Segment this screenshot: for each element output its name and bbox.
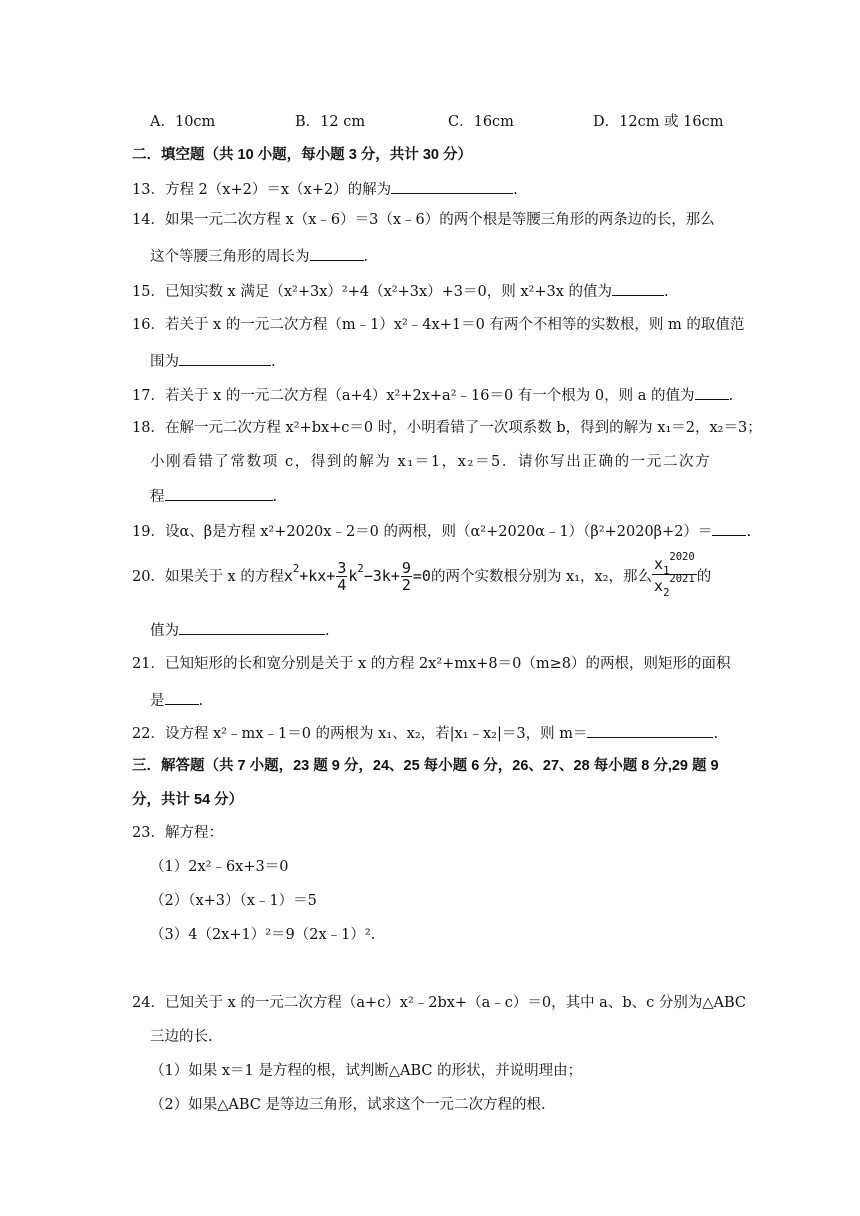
section2-title: 二．填空题（共 10 小题，每小题 3 分，共计 30 分） bbox=[132, 147, 472, 163]
q20-term: +kx+ bbox=[299, 567, 336, 585]
question-23-part1: （1）2x²﹣6x+3＝0 bbox=[150, 859, 289, 875]
question-14-line2 bbox=[150, 245, 368, 267]
question-19 bbox=[132, 520, 751, 542]
q13-end: . bbox=[513, 182, 518, 198]
q20-suffix: 的 bbox=[696, 569, 712, 585]
q20-frac2-num: 9 bbox=[401, 559, 411, 577]
q20-fraction-9-2 bbox=[401, 560, 412, 593]
q18-end: . bbox=[272, 489, 278, 505]
section3-title-line2: 分，共计 54 分） bbox=[132, 792, 244, 808]
q16-end: . bbox=[271, 354, 276, 370]
q20-top-sub: 1 bbox=[663, 564, 670, 577]
choice-a: A．10cm bbox=[150, 114, 216, 130]
question-16-line2 bbox=[150, 350, 276, 372]
answer-blank bbox=[179, 619, 325, 635]
answer-blank bbox=[587, 722, 713, 738]
q21-end: . bbox=[198, 693, 204, 709]
q17-end: . bbox=[728, 388, 734, 404]
q15-text: 15．已知实数 x 满足（x²+3x）²+4（x²+3x）+3＝0，则 x²+3x 的值为 bbox=[132, 284, 612, 300]
answer-blank bbox=[612, 280, 664, 296]
q20-power-fraction bbox=[652, 550, 697, 599]
q18-text: 程 bbox=[150, 489, 165, 505]
choice-b: B．12 cm bbox=[295, 114, 366, 130]
answer-blank bbox=[695, 384, 729, 400]
answer-blank bbox=[179, 350, 271, 366]
q14-text: 这个等腰三角形的周长为 bbox=[150, 249, 310, 265]
question-18-line1: 18．在解一元二次方程 x²+bx+c＝0 时，小明看错了一次项系数 b，得到的解为 x₁＝2，x₂＝3； bbox=[132, 420, 762, 436]
q20-denominator bbox=[652, 572, 697, 599]
q20-frac-num: 3 bbox=[337, 559, 347, 577]
q20-var-k: k bbox=[348, 567, 358, 585]
q20-exp-2b: 2 bbox=[357, 563, 364, 575]
q16-text: 围为 bbox=[150, 354, 179, 370]
q20-mid: 的两个实数根分别为 x₁，x₂，那么 bbox=[430, 569, 653, 585]
question-18-line2: 小刚看错了常数项 c，得到的解为 x₁＝1，x₂＝5．请你写出正确的一元二次方 bbox=[150, 454, 712, 470]
question-23-part2: （2）（x+3）（x﹣1）＝5 bbox=[150, 893, 317, 909]
q20-frac2-den: 2 bbox=[401, 576, 411, 594]
q20-bot-sub: 2 bbox=[663, 586, 670, 599]
q20-end: . bbox=[325, 623, 330, 639]
q20-prefix: 20．如果关于 x 的方程 bbox=[132, 569, 284, 585]
answer-blank bbox=[310, 245, 364, 261]
q20-top-exp: 2020 bbox=[669, 550, 695, 563]
question-24-line2: 三边的长. bbox=[150, 1029, 213, 1045]
choice-c: C．16cm bbox=[448, 114, 514, 130]
question-14-line1: 14．如果一元二次方程 x（x﹣6）＝3（x﹣6）的两个根是等腰三角形的两条边的长，那么 bbox=[132, 212, 715, 228]
q20-equation bbox=[283, 559, 431, 594]
q14-end: . bbox=[363, 249, 369, 265]
question-21-line2 bbox=[150, 689, 203, 711]
q21-text: 是 bbox=[150, 693, 165, 709]
question-24-line1: 24．已知关于 x 的一元二次方程（a+c）x²﹣2bx+（a﹣c）＝0，其中 a、b、c 分别为△ABC bbox=[132, 995, 746, 1011]
q13-text: 13．方程 2（x+2）＝x（x+2）的解为 bbox=[132, 182, 392, 198]
q20-fraction-3-4 bbox=[336, 560, 347, 593]
q17-text: 17．若关于 x 的一元二次方程（a+4）x²+2x+a²﹣16＝0 有一个根为 0，则 a 的值为 bbox=[132, 388, 695, 404]
q20-frac-den: 4 bbox=[337, 576, 347, 594]
q19-text: 19．设α、β是方程 x²+2020x﹣2＝0 的两根，则（α²+2020α﹣1）（β²+2020β+2）＝ bbox=[132, 524, 713, 540]
q20-bot-exp: 2021 bbox=[669, 572, 695, 585]
question-21-line1: 21．已知矩形的长和宽分别是关于 x 的方程 2x²+mx+8＝0（m≥8）的两根，则矩形的面积 bbox=[132, 656, 731, 672]
q15-end: . bbox=[663, 284, 669, 300]
question-24-part2: （2）如果△ABC 是等边三角形，试求这个一元二次方程的根. bbox=[150, 1097, 546, 1113]
q20-var-x: x bbox=[283, 567, 293, 585]
question-23-part3: （3）4（2x+1）²＝9（2x﹣1）². bbox=[150, 927, 376, 943]
q20-numerator bbox=[652, 550, 697, 577]
question-23-title: 23．解方程： bbox=[132, 825, 223, 841]
answer-blank bbox=[712, 520, 746, 536]
answer-blank bbox=[391, 178, 513, 194]
question-24-part1: （1）如果 x＝1 是方程的根，试判断△ABC 的形状，并说明理由； bbox=[150, 1063, 583, 1079]
question-18-line3 bbox=[150, 485, 277, 507]
answer-blank bbox=[165, 485, 273, 501]
question-20-line1 bbox=[132, 550, 712, 599]
q20-top-x: x bbox=[654, 554, 664, 573]
q20-exp-2: 2 bbox=[292, 563, 300, 575]
answer-blank bbox=[165, 689, 199, 705]
q20-eq-zero: =0 bbox=[412, 567, 431, 585]
question-15 bbox=[132, 280, 669, 302]
q20-text2: 值为 bbox=[150, 623, 179, 639]
q20-bot-x: x bbox=[654, 576, 664, 595]
question-16-line1: 16．若关于 x 的一元二次方程（m﹣1）x²﹣4x+1＝0 有两个不相等的实数根，则 m 的取值范 bbox=[132, 317, 745, 333]
choice-d: D．12cm 或 16cm bbox=[593, 114, 724, 130]
question-20-line2 bbox=[150, 619, 330, 641]
question-22 bbox=[132, 722, 718, 744]
section3-title-line1: 三．解答题（共 7 小题，23 题 9 分，24、25 每小题 6 分，26、27、28 每小题 8 分,29 题 9 bbox=[132, 758, 719, 774]
q22-text: 22．设方程 x²﹣mx﹣1＝0 的两根为 x₁、x₂，若|x₁﹣x₂|＝3，则 m＝ bbox=[132, 726, 588, 742]
q19-end: . bbox=[746, 524, 752, 540]
question-17 bbox=[132, 384, 733, 406]
q20-term2: −3k+ bbox=[363, 567, 400, 585]
question-13 bbox=[132, 178, 518, 200]
q22-end: . bbox=[713, 726, 719, 742]
